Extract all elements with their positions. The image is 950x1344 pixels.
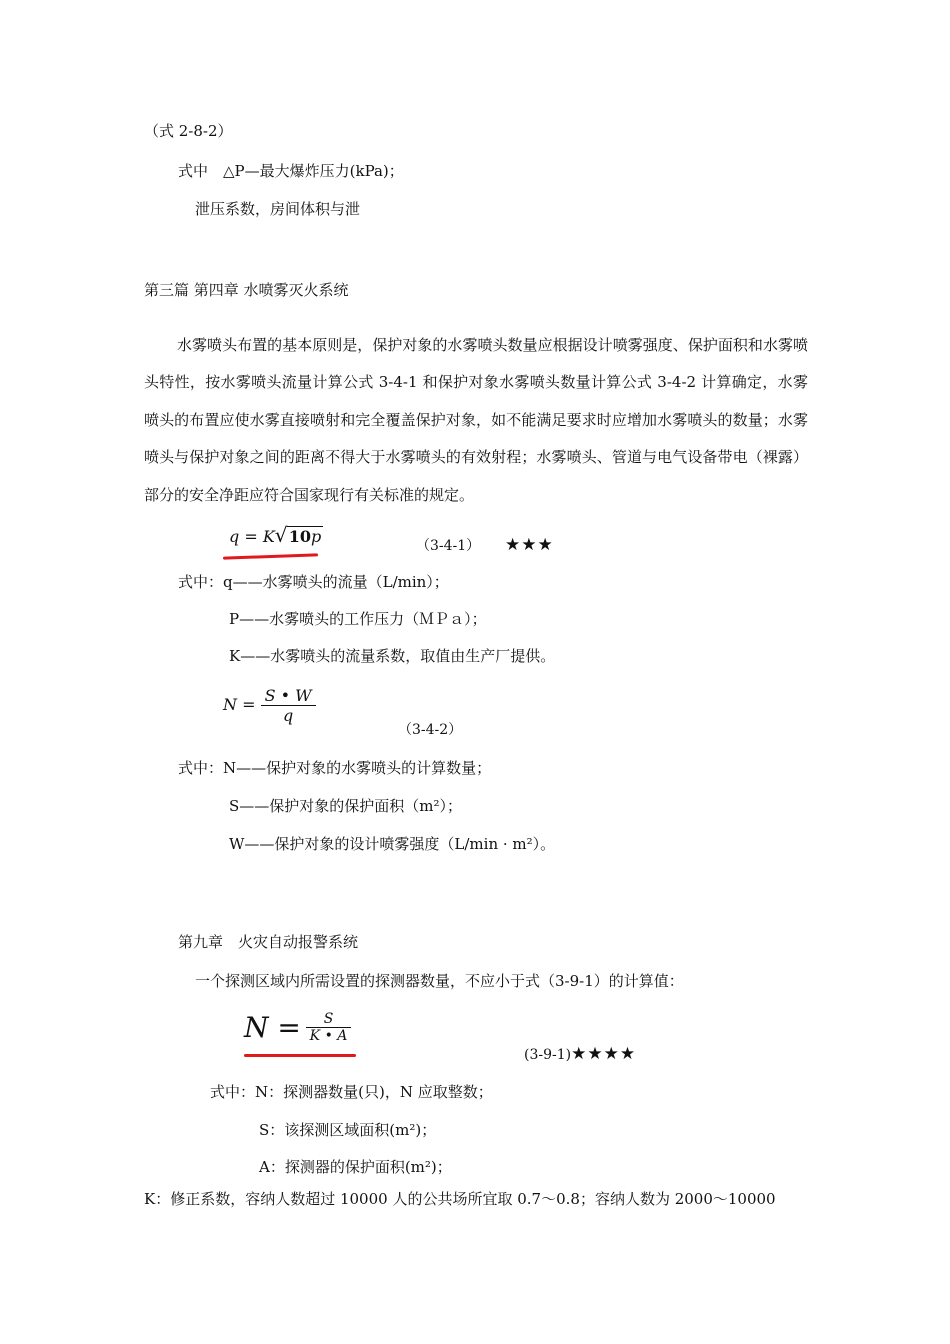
fraction [306, 1011, 352, 1044]
importance-stars: ★★★★ [571, 1044, 637, 1064]
variable-line-k: K：修正系数，容纳人数超过 10000 人的公共场所宜取 0.7～0.8；容纳人数为 2000～10000 [144, 1190, 776, 1208]
radical-sign-icon: √ [274, 523, 288, 547]
red-underline-annotation [223, 553, 318, 559]
fraction-numerator: S • W [261, 686, 316, 706]
variable-line-delta-p: 式中 △P—最大爆炸压力(kPa)； [178, 162, 404, 180]
fraction-denominator: q [282, 706, 294, 725]
radicand-variable: p [311, 527, 322, 546]
formula-3-9-1 [244, 1011, 351, 1044]
equation-ref-2-8-2: （式 2-8-2） [144, 122, 233, 140]
fraction-denominator: K • A [309, 1028, 348, 1044]
formula-3-4-1 [229, 523, 323, 547]
section-heading-fire-alarm: 第九章 火灾自动报警系统 [178, 933, 359, 951]
formula-ref-text: (3-9-1) [524, 1047, 572, 1063]
formula-lhs: N = [244, 1011, 301, 1044]
fraction [261, 686, 316, 725]
variable-line-k: K——水雾喷头的流量系数，取值由生产厂提供。 [229, 647, 556, 665]
variable-line-q: 式中：q——水雾喷头的流量（L/min）； [178, 573, 449, 591]
section-heading-water-spray: 第三篇 第四章 水喷雾灭火系统 [144, 281, 349, 299]
formula-ref-3-9-1 [524, 1044, 636, 1065]
formula-3-4-2 [223, 686, 316, 725]
radicand-number: 10 [288, 527, 312, 546]
importance-stars: ★★★ [505, 535, 554, 555]
formula-lhs: q = K [229, 527, 275, 546]
variable-line-s: S：该探测区域面积(m²)； [259, 1121, 437, 1139]
variable-line-a: A：探测器的保护面积(m²)； [259, 1158, 452, 1176]
variable-line-n: 式中：N——保护对象的水雾喷头的计算数量； [178, 759, 492, 777]
variable-line-n: 式中：N：探测器数量(只)，N 应取整数； [210, 1083, 493, 1101]
intro-line: 一个探测区域内所需设置的探测器数量，不应小于式（3-9-1）的计算值： [195, 972, 684, 990]
formula-ref-3-4-1: （3-4-1） [416, 538, 481, 554]
variable-line-p: P——水雾喷头的工作压力（ＭＰａ）； [229, 610, 487, 628]
variable-line-vent: 泄压系数，房间体积与泄 [195, 200, 361, 218]
red-underline-annotation [244, 1054, 356, 1057]
body-paragraph: 水雾喷头布置的基本原则是，保护对象的水雾喷头数量应根据设计喷雾强度、保护面积和水雾喷头特性，按水雾喷头流量计算公式 3-4-1 和保护对象水雾喷头数量计算公式 3-4-2 计算确定，水雾喷头的布置应使水雾直接喷射和完全覆盖保护对象，如不能满足要求时应增加水雾喷头的数量；水雾喷头与保护对象之间的距离不得大于水雾喷头的有效射程；水雾喷头、管道与电气设备带电（裸露）部分的安全净距应符合国家现行有关标准的规定。 [144, 336, 808, 504]
sqrt-expression [274, 523, 324, 547]
formula-ref-3-4-2: （3-4-2） [398, 722, 463, 738]
variable-line-w: W——保护对象的设计喷雾强度（L/min · m²）。 [229, 835, 556, 853]
formula-lhs: N = [223, 695, 256, 714]
fraction-numerator: S [306, 1011, 352, 1028]
variable-line-s: S——保护对象的保护面积（m²）； [229, 797, 463, 815]
